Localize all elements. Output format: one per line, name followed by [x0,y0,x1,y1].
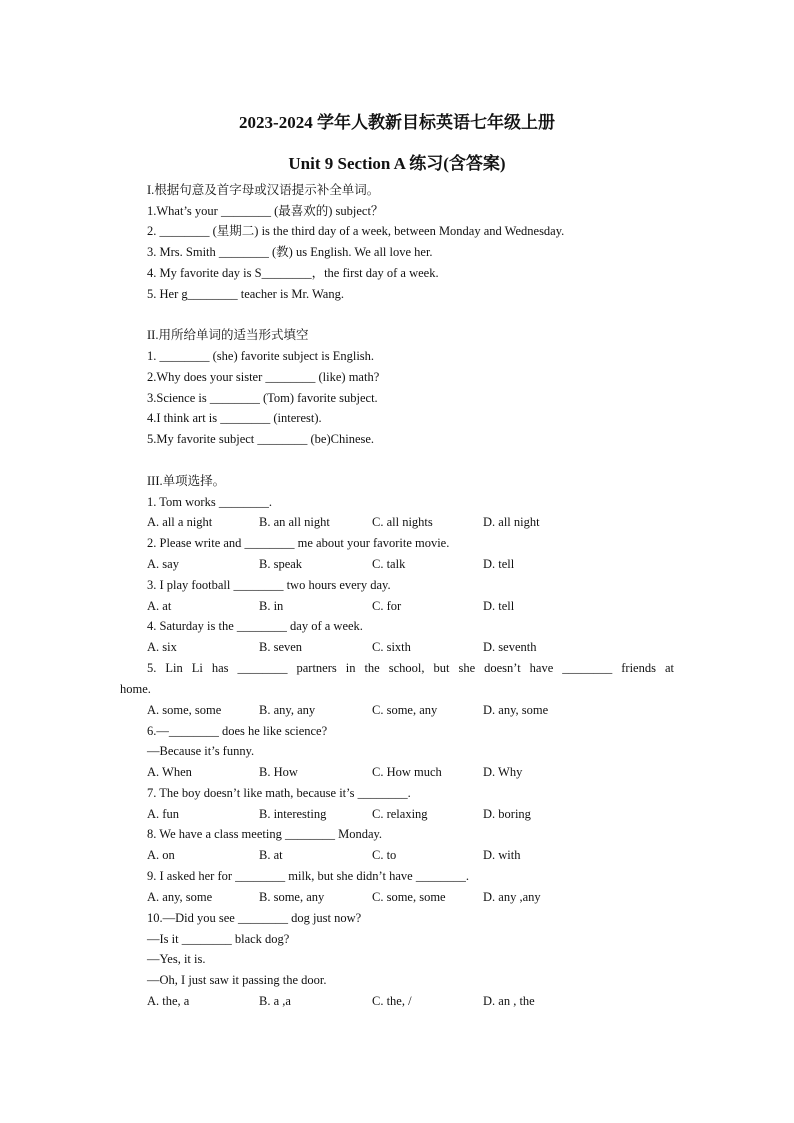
question-4-option-a: A. six [147,640,177,654]
question-6-option-c: C. How much [372,765,442,779]
section2-item-2: 2.Why does your sister ________ (like) math? [147,370,380,384]
question-6-option-b: B. How [259,765,298,779]
section2-item-4: 4.I think art is ________ (interest). [147,411,322,425]
question-10-line-1: 10.—Did you see ________ dog just now? [147,911,362,925]
question-4-option-c: C. sixth [372,640,411,654]
question-3-option-a: A. at [147,599,172,613]
question-1-option-a: A. all a night [147,515,213,529]
question-10-option-a: A. the, a [147,994,190,1008]
question-7-stem: 7. The boy doesn’t like math, because it’s ________. [147,786,411,800]
question-5-stem: 5. Lin Li has ________ partners in the school, but she doesn’t have ________ friends at [147,661,674,675]
question-2-option-c: C. talk [372,557,406,571]
section1-heading: I.根据句意及首字母或汉语提示补全单词。 [147,183,380,197]
question-9-option-c: C. some, some [372,890,446,904]
question-7-option-c: C. relaxing [372,807,428,821]
question-8-option-b: B. at [259,848,283,862]
question-3-option-d: D. tell [483,599,515,613]
question-9-stem: 9. I asked her for ________ milk, but she didn’t have ________. [147,869,469,883]
question-4-option-d: D. seventh [483,640,537,654]
question-6-option-a: A. When [147,765,192,779]
question-10-option-c: C. the, / [372,994,412,1008]
question-3-stem: 3. I play football ________ two hours every day. [147,578,391,592]
question-4-option-b: B. seven [259,640,303,654]
question-7-option-d: D. boring [483,807,531,821]
question-4-stem: 4. Saturday is the ________ day of a week. [147,619,363,633]
question-2-stem: 2. Please write and ________ me about your favorite movie. [147,536,450,550]
question-5-option-d: D. any, some [483,703,549,717]
question-10-option-b: B. a ,a [259,994,291,1008]
question-9-option-d: D. any ,any [483,890,541,904]
question-9-option-b: B. some, any [259,890,325,904]
question-3-option-b: B. in [259,599,284,613]
question-1-option-b: B. an all night [259,515,330,529]
question-1-stem: 1. Tom works ________. [147,495,272,509]
section1-item-5: 5. Her g________ teacher is Mr. Wang. [147,287,344,301]
question-10-line-2: —Is it ________ black dog? [147,932,290,946]
question-5-stem-continued: home. [120,682,151,696]
question-8-stem: 8. We have a class meeting ________ Monday. [147,827,383,841]
section2-heading: II.用所给单词的适当形式填空 [147,328,309,342]
question-7-option-b: B. interesting [259,807,327,821]
section2-item-5: 5.My favorite subject ________ (be)Chinese. [147,432,375,446]
question-6-line-2: —Because it’s funny. [147,744,255,758]
question-8-option-a: A. on [147,848,175,862]
section1-item-3: 3. Mrs. Smith ________ (教) us English. We all love her. [147,245,433,259]
question-10-line-3: —Yes, it is. [147,952,206,966]
question-10-option-d: D. an , the [483,994,535,1008]
question-5-option-c: C. some, any [372,703,438,717]
section1-item-1: 1.What’s your ________ (最喜欢的) subject？ [147,204,384,218]
question-5-option-a: A. some, some [147,703,222,717]
document-title: 2023-2024 学年人教新目标英语七年级上册 [239,113,555,132]
question-3-option-c: C. for [372,599,402,613]
question-1-option-c: C. all nights [372,515,433,529]
section3-heading: III.单项选择。 [147,474,226,488]
section2-item-1: 1. ________ (she) favorite subject is English. [147,349,375,363]
question-10-line-4: —Oh, I just saw it passing the door. [147,973,327,987]
question-6-option-d: D. Why [483,765,523,779]
question-5-option-b: B. any, any [259,703,316,717]
question-8-option-d: D. with [483,848,521,862]
question-2-option-a: A. say [147,557,179,571]
question-8-option-c: C. to [372,848,397,862]
question-6-line-1: 6.—________ does he like science? [147,724,328,738]
section1-item-2: 2. ________ (星期二) is the third day of a week, between Monday and Wednesday. [147,224,565,238]
section1-item-4: 4. My favorite day is S________，the first day of a week. [147,266,439,280]
question-2-option-d: D. tell [483,557,515,571]
section2-item-3: 3.Science is ________ (Tom) favorite subject. [147,391,378,405]
question-7-option-a: A. fun [147,807,179,821]
question-2-option-b: B. speak [259,557,303,571]
document-subtitle: Unit 9 Section A 练习(含答案) [288,154,506,173]
question-1-option-d: D. all night [483,515,540,529]
question-9-option-a: A. any, some [147,890,213,904]
